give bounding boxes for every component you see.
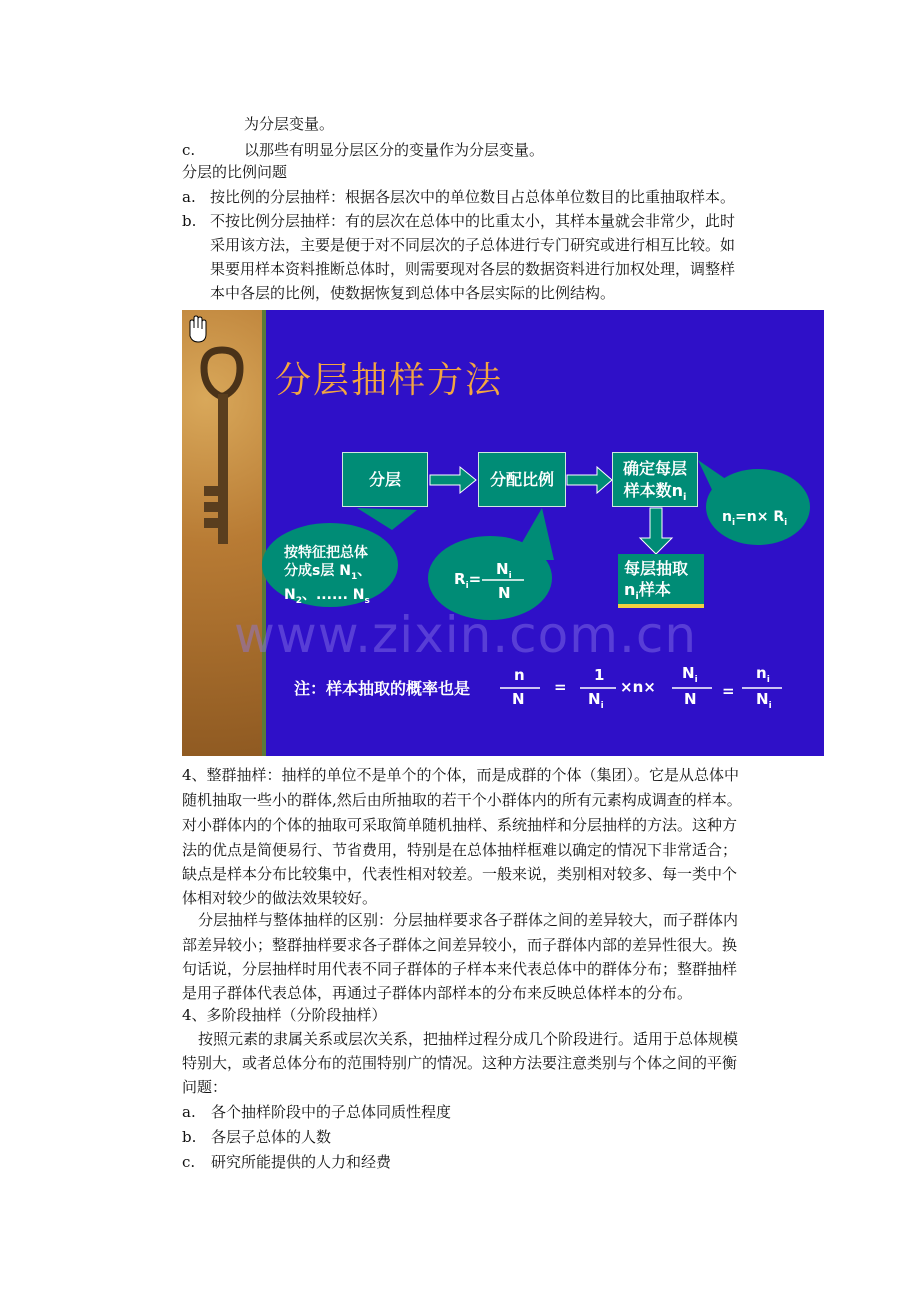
speech-bubble-2 — [428, 508, 554, 620]
bubble-text-stratify — [284, 544, 371, 610]
paragraph-line: 特别大，或者总体分布的范围特别广的情况。这种方法要注意类别与个体之间的平衡 — [182, 1054, 738, 1072]
arrow-icon — [567, 467, 612, 493]
box-text: 样本数n — [623, 481, 683, 500]
subscript: i — [600, 701, 604, 711]
paragraph-line: 随机抽取一些小的群体,然后由所抽取的若干个小群体内的所有元素构成调查的样本。 — [182, 791, 742, 809]
list-item-text: 各个抽样阶段中的子总体同质性程度 — [211, 1103, 452, 1121]
subscript: i — [731, 517, 736, 528]
subscript: i — [768, 701, 772, 711]
fraction-denominator — [588, 690, 604, 715]
fraction-denominator: N — [498, 584, 511, 602]
subscript: s — [364, 595, 370, 606]
step-box-stratify: 分层 — [342, 452, 428, 507]
formula-text: n — [756, 664, 767, 682]
subscript: 2 — [295, 595, 302, 606]
subscript: i — [682, 492, 687, 504]
list-item-text: 采用该方法，主要是便于对不同层次的子总体进行专门研究或进行相互比较。如 — [210, 236, 736, 254]
paragraph-line: 体相对较少的做法效果较好。 — [182, 889, 378, 907]
paragraph-line: 是用子群体代表总体，再通过子群体内部样本的分布来反映总体样本的分布。 — [182, 984, 693, 1002]
subscript: 1 — [350, 571, 358, 582]
bubble-line — [284, 562, 371, 586]
arrow-down-icon — [640, 508, 672, 554]
watermark: www.zixin.com.cn — [234, 606, 698, 664]
fraction-denominator — [756, 690, 772, 715]
subscript: i — [766, 675, 770, 685]
fraction-denominator: N — [684, 690, 697, 708]
formula-text: N — [496, 560, 509, 578]
paragraph-line: 问题： — [182, 1078, 228, 1096]
list-item-text: 按比例的分层抽样：根据各层次中的单位数目占总体单位数目的比重抽取样本。 — [210, 188, 736, 206]
paragraph-line: 句话说，分层抽样时用代表不同子群体的子样本来代表总体中的群体分布；整群抽样 — [182, 960, 738, 978]
paragraph-line: 按照元素的隶属关系或层次关系，把抽样过程分成几个阶段进行。适用于总体规模 — [198, 1030, 739, 1048]
formula-text: = — [468, 570, 482, 588]
formula-text: N — [682, 664, 695, 682]
times-n: ×n× — [620, 678, 656, 696]
list-item-text: 本中各层的比例，使数据恢复到总体中各层实际的比例结构。 — [210, 284, 616, 302]
step-box-draw — [618, 554, 704, 604]
equals-sign: = — [722, 682, 735, 700]
equals-sign: = — [554, 678, 567, 696]
formula-text: N — [588, 690, 601, 708]
bubble-line: 按特征把总体 — [284, 545, 368, 561]
fraction-numerator: n — [514, 666, 525, 684]
subscript: i — [635, 591, 639, 603]
list-marker: a. — [182, 1103, 196, 1121]
paragraph-line: 对小群体内的个体的抽取可采取简单随机抽样、系统抽样和分层抽样的方法。这种方 — [182, 816, 738, 834]
formula-text: R — [454, 570, 466, 588]
box-line — [613, 480, 697, 509]
section-heading: 分层的比例问题 — [182, 163, 288, 181]
step-box-allocate: 分配比例 — [478, 452, 566, 507]
slide-title: 分层抽样方法 — [275, 360, 504, 401]
paragraph-line: 分层抽样与整体抽样的区别：分层抽样要求各子群体之间的差异较大，而子群体内 — [198, 911, 739, 929]
bubble-text: 、...... N — [301, 586, 365, 603]
fraction-denominator: N — [512, 690, 525, 708]
box-line — [624, 579, 704, 607]
paragraph-line: 4、整群抽样：抽样的单位不是单个的个体，而是成群的个体（集团）。它是从总体中 — [182, 766, 740, 784]
subscript: i — [465, 581, 469, 591]
step-box-sample-size — [612, 452, 698, 507]
arrow-icon — [430, 467, 476, 493]
fraction-numerator — [682, 664, 698, 689]
bubble-text: 分成s层 N — [284, 563, 351, 579]
slide-image — [182, 310, 824, 756]
fraction-numerator: 1 — [594, 666, 605, 684]
list-marker: b. — [182, 1128, 197, 1146]
list-marker: c. — [182, 1153, 196, 1171]
box-line: 确定每层 — [622, 459, 687, 478]
list-item-text: 以那些有明显分层区分的变量作为分层变量。 — [244, 141, 545, 159]
subscript: i — [784, 517, 788, 528]
list-marker: a. — [182, 188, 196, 206]
section-heading: 4、多阶段抽样（分阶段抽样） — [182, 1006, 387, 1024]
paragraph-line: 部差异较小；整群抽样要求各子群体之间差异较小，而子群体内部的差异性很大。换 — [182, 936, 738, 954]
box-text: 样本 — [638, 580, 671, 599]
formula-text: =n× R — [735, 509, 785, 525]
paragraph-line: 法的优点是简便易行、节省费用，特别是在总体抽样框难以确定的情况下非常适合； — [182, 841, 738, 859]
list-marker: c. — [182, 141, 196, 159]
formula-text: n — [722, 509, 732, 525]
bubble-formula-ratio — [454, 570, 481, 595]
text-line: 为分层变量。 — [244, 115, 335, 133]
subscript: i — [508, 571, 512, 581]
speech-bubble-3 — [698, 460, 810, 545]
fraction-numerator — [496, 560, 512, 585]
list-item-text: 果要用样本资料推断总体时，则需要现对各层的数据资料进行加权处理，调整样 — [210, 260, 736, 278]
list-marker: b. — [182, 212, 197, 230]
list-item-text: 研究所能提供的人力和经费 — [211, 1153, 392, 1171]
bubble-formula-size — [722, 508, 787, 532]
subscript: i — [694, 675, 698, 685]
key-icon — [204, 350, 240, 544]
box-line: 每层抽取 — [624, 559, 689, 578]
box-text: n — [624, 580, 636, 599]
list-item-text: 不按比例分层抽样：有的层次在总体中的比重太小，其样本量就会非常少，此时 — [210, 212, 736, 230]
hand-cursor-icon — [190, 316, 206, 342]
note-label: 注：样本抽取的概率也是 — [294, 679, 471, 698]
fraction-numerator — [756, 664, 770, 689]
paragraph-line: 缺点是样本分布比较集中，代表性相对较差。一般来说，类别相对较多、每一类中个 — [182, 865, 738, 883]
formula-text: N — [756, 690, 769, 708]
bubble-text: N — [284, 586, 296, 603]
list-item-text: 各层子总体的人数 — [211, 1128, 332, 1146]
bubble-text: 、 — [357, 563, 372, 579]
